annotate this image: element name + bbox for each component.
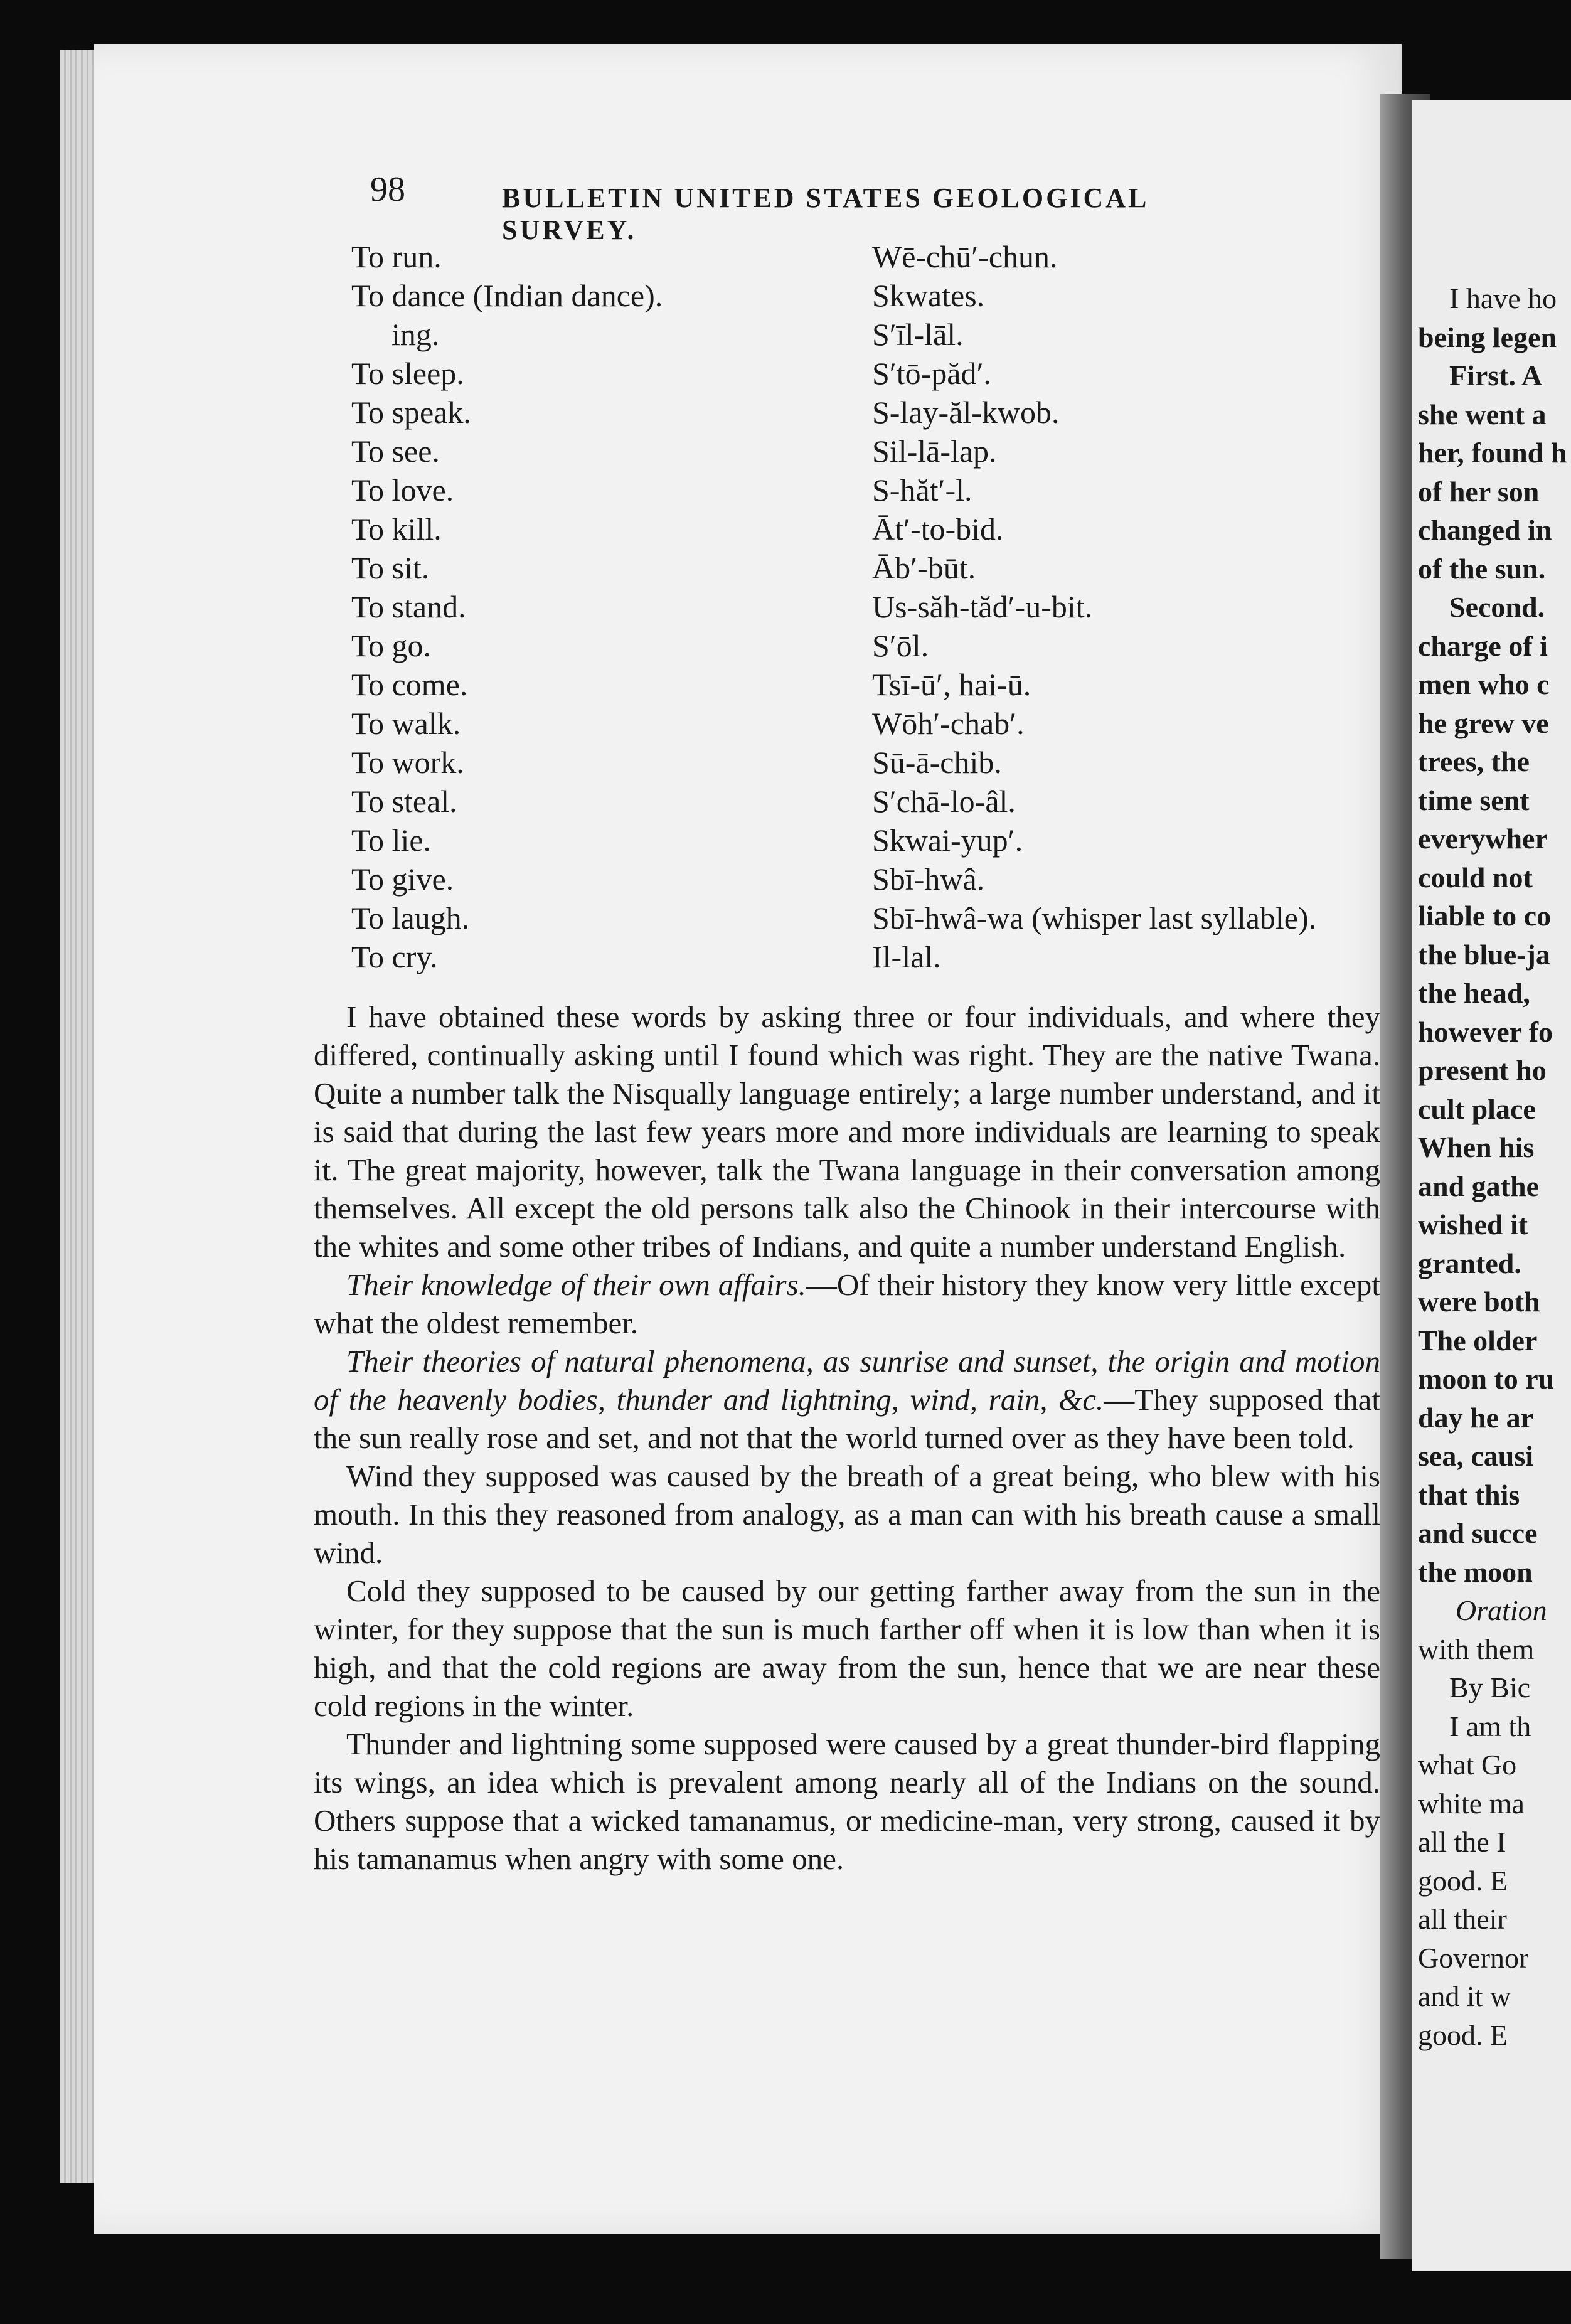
facing-page-text xyxy=(1418,279,1571,2054)
vocab-row xyxy=(351,433,1387,472)
facing-line: that this xyxy=(1418,1478,1520,1511)
twana-word: S′ōl. xyxy=(872,628,929,663)
english-word: To stand. xyxy=(351,589,466,624)
facing-line: and it w xyxy=(1418,1980,1511,2012)
english-word: To steal. xyxy=(351,784,457,819)
facing-line: charge of i xyxy=(1418,629,1548,662)
paragraph-body: —They supposed that the sun really rose and set, and not that the world turned over as they have been told. xyxy=(314,1382,1380,1455)
english-word: To kill. xyxy=(351,511,442,546)
vocab-row xyxy=(351,744,1387,783)
twana-word: S-lay-ăl-kwob. xyxy=(872,395,1060,430)
page-number: 98 xyxy=(370,170,405,209)
facing-line: all the I xyxy=(1418,1826,1506,1858)
facing-line: of the sun. xyxy=(1418,552,1546,585)
vocab-row xyxy=(351,822,1387,861)
facing-line: of her son xyxy=(1418,475,1540,508)
facing-line: could not xyxy=(1418,861,1533,893)
twana-word: Wē-chū′-chun. xyxy=(872,239,1058,274)
facing-line: liable to co xyxy=(1418,900,1552,932)
english-word: To love. xyxy=(351,472,454,508)
twana-word: Sbī-hwâ. xyxy=(872,861,985,897)
paragraph-heading: Their theories of natural phenomena, as sunrise and sunset, the origin and motion of the heavenly bodies, thunder and lightning, wind, rain, &c. xyxy=(314,1344,1380,1417)
twana-word: Skwai-yup′. xyxy=(872,823,1023,858)
facing-line: and succe xyxy=(1418,1517,1538,1549)
facing-line: white ma xyxy=(1418,1787,1525,1820)
english-word: To walk. xyxy=(351,706,461,741)
twana-word: S′tō-păd′. xyxy=(872,356,991,391)
facing-line: the head, xyxy=(1418,977,1530,1009)
facing-line: By Bic xyxy=(1449,1671,1531,1703)
paragraph-heading: Their knowledge of their own affairs. xyxy=(346,1267,806,1302)
vocab-row xyxy=(351,394,1387,433)
vocab-row xyxy=(351,666,1387,705)
facing-line: Governor xyxy=(1418,1941,1529,1974)
vocab-row xyxy=(351,472,1387,511)
facing-line: men who c xyxy=(1418,668,1550,700)
facing-line: trees, the xyxy=(1418,745,1530,777)
english-word: To speak. xyxy=(351,395,471,430)
english-word: To see. xyxy=(351,434,440,469)
paragraph: Thunder and lightning some supposed were caused by a great thunder-bird flapping its wings, an idea which is prevalent among nearly all of the Indians on the sound. Others suppose that a wicked tamanamus, or medicine-man, very strong, caused it by his tamanamus when angry with some one. xyxy=(314,1727,1380,1876)
facing-line: being legen xyxy=(1418,321,1557,353)
twana-word: Sū-ā-chib. xyxy=(872,745,1002,780)
vocab-row xyxy=(351,355,1387,394)
facing-line: cult place xyxy=(1418,1092,1536,1125)
facing-line: changed in xyxy=(1418,514,1552,546)
vocab-row xyxy=(351,511,1387,550)
english-word: To come. xyxy=(351,667,468,702)
twana-word: Sbī-hwâ-wa (whisper last syllable). xyxy=(872,900,1317,935)
vocabulary-list xyxy=(351,238,1387,991)
facing-line: I am th xyxy=(1449,1710,1531,1742)
vocab-row xyxy=(351,705,1387,744)
vocab-row xyxy=(351,550,1387,589)
facing-line: sea, causi xyxy=(1418,1440,1533,1472)
vocab-row xyxy=(351,277,1387,316)
vocab-row xyxy=(351,900,1387,939)
vocab-row xyxy=(351,861,1387,900)
facing-line: time sent xyxy=(1418,784,1530,816)
facing-page xyxy=(1412,100,1571,2271)
facing-line: present ho xyxy=(1418,1054,1547,1086)
twana-word: Tsī-ū′, hai-ū. xyxy=(872,667,1031,702)
paragraph xyxy=(314,1342,1380,1457)
facing-line: and gathe xyxy=(1418,1170,1539,1202)
vocab-row xyxy=(351,589,1387,627)
twana-word: S-hăt′-l. xyxy=(872,472,972,508)
english-word: To go. xyxy=(351,628,432,663)
facing-line: moon to ru xyxy=(1418,1363,1555,1395)
facing-line: she went a xyxy=(1418,398,1547,430)
english-word: To work. xyxy=(351,745,464,780)
twana-word: S′īl-lāl. xyxy=(872,317,964,352)
paragraph: Cold they supposed to be caused by our getting farther away from the sun in the winter, for they suppose that the sun is much farther off when it is low than when it is high, and that the cold regions are away from the sun, hence that we are near these cold regions in the winter. xyxy=(314,1574,1380,1723)
facing-line: the moon xyxy=(1418,1555,1533,1588)
english-word: To laugh. xyxy=(351,900,470,935)
facing-line: the blue-ja xyxy=(1418,938,1550,971)
vocab-row xyxy=(351,238,1387,277)
facing-line: with them xyxy=(1418,1633,1535,1665)
facing-line: good. E xyxy=(1418,2018,1508,2051)
facing-line: her, found h xyxy=(1418,437,1567,469)
english-word: To lie. xyxy=(351,823,432,858)
vocab-row xyxy=(351,783,1387,822)
paragraph-body: —Of their history they know very little except what the oldest remember. xyxy=(314,1267,1380,1340)
twana-word: Āb′-būt. xyxy=(872,550,976,585)
facing-line: all their xyxy=(1418,1903,1507,1935)
facing-line: I have ho xyxy=(1449,282,1557,314)
english-word: To sit. xyxy=(351,550,430,585)
english-word: To dance (Indian dance). xyxy=(351,278,663,313)
twana-word: Āt′-to-bid. xyxy=(872,511,1004,546)
english-word: ing. xyxy=(391,317,440,352)
facing-line: what Go xyxy=(1418,1749,1517,1781)
facing-line: good. E xyxy=(1418,1864,1508,1897)
twana-word: Us-săh-tăd′-u-bit. xyxy=(872,589,1093,624)
running-title: BULLETIN UNITED STATES GEOLOGICAL SURVEY. xyxy=(502,183,1148,245)
english-word: To give. xyxy=(351,861,454,897)
english-word: To cry. xyxy=(351,939,438,974)
twana-word: S′chā-lo-âl. xyxy=(872,784,1016,819)
facing-line: however fo xyxy=(1418,1015,1553,1048)
vocab-row xyxy=(351,939,1387,978)
twana-word: Il-lal. xyxy=(872,939,941,974)
facing-line: wished it xyxy=(1418,1208,1528,1240)
facing-line: everywher xyxy=(1418,823,1548,855)
twana-word: Skwates. xyxy=(872,278,985,313)
facing-line: When his xyxy=(1418,1131,1535,1163)
vocab-row xyxy=(351,316,1387,355)
page-header xyxy=(370,169,1286,245)
facing-line: The older xyxy=(1418,1324,1538,1357)
twana-word: Sil-lā-lap. xyxy=(872,434,997,469)
body-text xyxy=(314,998,1380,2077)
english-word: To sleep. xyxy=(351,356,464,391)
twana-word: Wōh′-chab′. xyxy=(872,706,1025,741)
facing-line: were both xyxy=(1418,1286,1540,1318)
facing-line: Oration xyxy=(1456,1594,1547,1626)
facing-line: Second. xyxy=(1449,591,1545,623)
vocab-row xyxy=(351,627,1387,666)
facing-line: day he ar xyxy=(1418,1401,1533,1434)
facing-line: First. A xyxy=(1449,360,1543,392)
paragraph: I have obtained these words by asking three or four individuals, and where they differed, continually asking until I found which was right. They are the native Twana. Quite a number talk the Nisqually language entirely; a large number understand, and it is said that during the last few years more and more individuals are learning to speak it. The great majority, however, talk the Twana language in their conversation among themselves. All except the old persons talk also the Chinook in their intercourse with the whites and some other tribes of Indians, and quite a number understand English. xyxy=(314,999,1380,1264)
paragraph xyxy=(314,1266,1380,1342)
paragraph: Wind they supposed was caused by the breath of a great being, who blew with his mouth. In this they reasoned from analogy, as a man can with his breath cause a small wind. xyxy=(314,1459,1380,1570)
english-word: To run. xyxy=(351,239,442,274)
facing-line: granted. xyxy=(1418,1247,1521,1279)
facing-line: he grew ve xyxy=(1418,706,1549,739)
